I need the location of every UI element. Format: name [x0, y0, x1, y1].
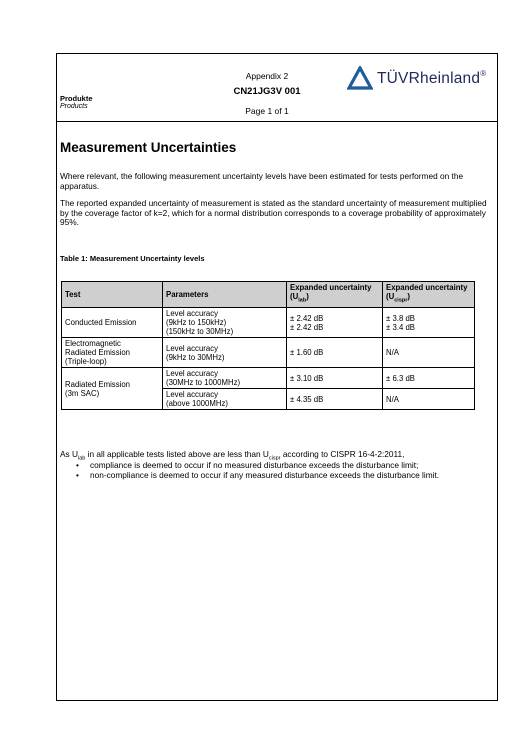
bullet-icon: • — [76, 460, 79, 470]
table-row — [62, 368, 475, 389]
compliance-note: As $U_{lab}$ in all applicable tests listed above are less than $U_{cispr}$ according to CISPR 16-4-2:2011, — [60, 449, 405, 462]
header-divider — [57, 121, 497, 122]
bullet-icon: • — [76, 470, 79, 480]
appendix-label: Appendix 2 — [245, 71, 289, 81]
uncertainty-paragraph: The reported expanded uncertainty of measurement is stated as the standard uncertainty of measurement multiplied by the coverage factor of k=2, which for a normal distribution corresponds to a coverage probability of approximately 95%. — [60, 198, 487, 228]
cell-ucispr: ± 3.8 dB ± 3.4 dB — [383, 308, 475, 338]
registered-mark: ® — [480, 69, 487, 78]
cell-test: Electromagnetic Radiated Emission (Triple-loop) — [62, 338, 163, 368]
page-frame — [56, 53, 498, 701]
cell-test: Radiated Emission (3m SAC) — [62, 368, 163, 410]
cell-ucispr: ± 6.3 dB — [383, 368, 475, 389]
section-title: Measurement Uncertainties — [60, 140, 237, 155]
cell-ulab: ± 1.60 dB — [287, 338, 383, 368]
table-caption: Table 1: Measurement Uncertainty levels — [60, 254, 205, 263]
intro-paragraph: Where relevant, the following measurement uncertainty levels have been estimated for tests performed on the apparatus. — [60, 171, 464, 191]
uncertainty-table — [61, 281, 475, 410]
cell-ulab: ± 2.42 dB ± 2.42 dB — [287, 308, 383, 338]
compliance-list — [75, 460, 495, 480]
header-ucispr: Expanded uncertainty $(U_{cispr})$ — [383, 282, 475, 308]
triangle-logo-icon — [347, 66, 373, 90]
products-label-en: Products — [60, 103, 88, 110]
cell-parameters: Level accuracy (9kHz to 30MHz) — [163, 338, 287, 368]
tuv-rheinland-logo — [347, 64, 497, 92]
table-header-row — [62, 282, 475, 308]
cell-ulab: ± 4.35 dB — [287, 389, 383, 410]
header-parameters: Parameters — [163, 282, 287, 308]
cell-parameters: Level accuracy (above 1000MHz) — [163, 389, 287, 410]
cell-parameters: Level accuracy (30MHz to 1000MHz) — [163, 368, 287, 389]
cell-ucispr: N/A — [383, 338, 475, 368]
table-row — [62, 338, 475, 368]
cell-ucispr: N/A — [383, 389, 475, 410]
page-number: Page 1 of 1 — [245, 106, 289, 116]
header-ulab: Expanded uncertainty $(U_{lab})$ — [287, 282, 383, 308]
list-item: • compliance is deemed to occur if no measured disturbance exceeds the disturbance limit; — [76, 460, 419, 470]
cell-ulab: ± 3.10 dB — [287, 368, 383, 389]
logo-text: TÜVRheinland® — [377, 69, 487, 87]
cell-parameters: Level accuracy (9kHz to 150kHz) (150kHz to 30MHz) — [163, 308, 287, 338]
products-label-de: Produkte — [60, 94, 93, 103]
table-row — [62, 308, 475, 338]
report-number: CN21JG3V 001 — [233, 86, 301, 97]
cell-test: Conducted Emission — [62, 308, 163, 338]
list-item: • non-compliance is deemed to occur if any measured disturbance exceeds the disturbance limit. — [76, 470, 440, 480]
header-test: Test — [62, 282, 163, 308]
